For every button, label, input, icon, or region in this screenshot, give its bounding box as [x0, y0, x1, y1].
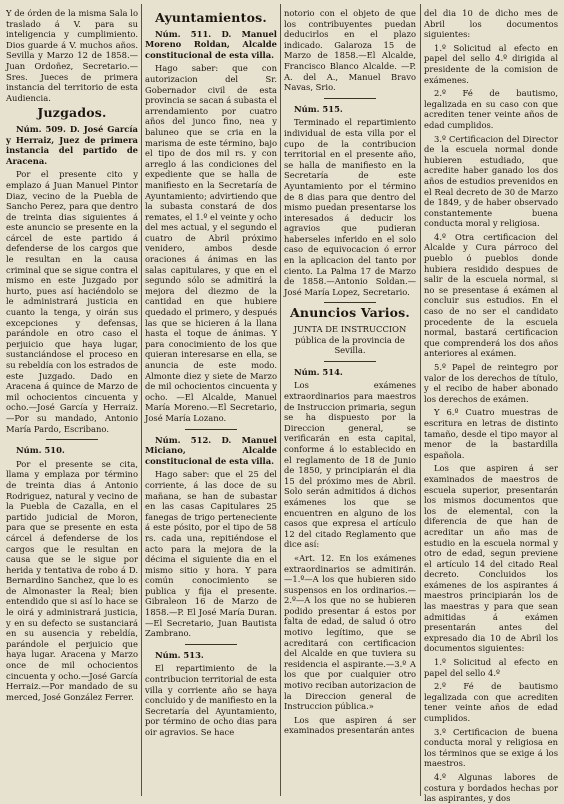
- notice-515-heading: Núm. 515.: [294, 103, 343, 114]
- requirement-5: 5.º Papel de reintegro por valor de los derechos de título, y el recibo de haber abonado los derechos de exámen.: [424, 362, 558, 404]
- notice-513-body: El repartimiento de la contribucion territorial de esta villa y corriente año se haya concluido y de manifiesto en la Secretaría del Ayuntamiento, por término de ocho dias para oir agravios. Se hace: [145, 663, 277, 737]
- requirement-4: 4.º Otra certificacion del Alcalde y Cura párroco del pueblo ó pueblos donde hubiera residido despues de salir de la escuela normal, si no se presentase á exámen al concluir sus estudios. En el caso de no ser el candidato procedente de la escuela normal, bastará certificacion que comprenderá los dos años anteriores al exámen.: [424, 231, 558, 359]
- section-title-anuncios-varios: Anuncios Varios.: [290, 305, 410, 321]
- notice-509-body: Por el presente cito y emplazo á Juan Manuel Pintor Diaz, vecino de la Puebla de Sancho Perez, para que dentro de treinta dias siguientes á este anuncio se presente en la cárcel de este partido á defenderse de los cargos que le resultan en la causa criminal que se sigue contra el mismo en este Juzgado por hurto, pues así haciéndolo se le administrará justicia en cuanto la tenga, y oirán sus excepciones y defensas, parándole en otro caso el perjuicio que haya lugar, sustanciándose el proceso en su rebeldía con los estrados de este Juzgado. Dado en Aracena á quince de Marzo de mil ochocientos cincuenta y ocho.—José García y Herraiz.—Por su mandado, Antonio María Pardo, Escribano.: [6, 169, 138, 434]
- junta-heading: JUNTA DE INSTRUCCION pública de la provincia de Sevilla.: [293, 324, 407, 356]
- requirement-3: 3.º Certificacion del Director de la escuela normal donde hubieren estudiado, que acredite haber ganado los dos años de estudios prevenidos en el Real decreto de 30 de Marzo de 1849, y de haber observado constantemente buena conducta moral y religiosa.: [424, 133, 558, 229]
- notice-515-body: Terminado el repartimiento individual de esta villa por el cupo de la contribucion territorial en el presente año, se halla de manifiesto en la Secretaría de este Ayuntamiento por el término de 8 dias para que dentro del mismo puedan presentarse los interesados á deducir los agravios que pudieran haberseles inferido en el solo caso de equivocacion ó error en la aplicacion del tanto por ciento. La Palma 17 de Marzo de 1858.—Antonio Soldan.—José María Lopez, Secretario.: [284, 117, 416, 297]
- maestras-requirement-4: 4.º Algunas labores de costura y bordados hechas por las aspirantes, y dos: [424, 771, 558, 804]
- notice-512-heading: Núm. 512. D. Manuel Miciano, Alcalde constitucional de esta villa.: [145, 434, 277, 466]
- column-2: [145, 8, 277, 798]
- section-title-juzgados: Juzgados.: [37, 105, 107, 121]
- column-1: [6, 8, 138, 798]
- requirement-6: Y 6.º Cuatro muestras de escritura en letras de distinto tamaño, desde el tipo mayor al menor de la bastardilla española.: [424, 407, 558, 460]
- column-rule: [420, 4, 421, 796]
- superior-school-paragraph: Los que aspiren á ser examinados de maestros de escuela superior, presentarán los mismos documentos que los de elemental, con la diferencia de que han de acreditar un año mas de estudio en la escuela normal y otro de edad, segun previene el artículo 14 del citado Real decreto. Concluidos los exámenes de los aspirantes á maestros principiarán los de las maestras y para que sean admitidas á exámen presentarán antes del expresado dia 10 de Abril los documentos siguientes:: [424, 463, 558, 654]
- notice-512-body: Hago saber: que el 25 del corriente, á las doce de su mañana, se han de subastar en las casas Capitulares 25 fanegas de trigo perteneciente á este pósito, por el tipo de 58 rs. cada una, repitiéndose el acto para la mejora de la décima el siguiente dia en el mismo sitio y hora. Y para común conocimiento se publica y fija el presente. Gibraleon 16 de Marzo de 1858.—P. El José María Duran.—El Secretario, Juan Bautista Zambrano.: [145, 469, 277, 639]
- separator: [185, 429, 238, 430]
- notice-509-heading: Núm. 509. D. José García y Herraiz, Juez de primera instancia del partido de Aracena.: [6, 123, 138, 166]
- separator: [324, 361, 377, 362]
- column-rule: [141, 4, 142, 796]
- notice-514-closing: Los que aspiren á ser examinados presentarán antes: [284, 714, 416, 736]
- notice-514-body: Los exámenes extraordinarios para maestros de Instruccion primaria, segun se ha dispuesto por la Direccion general, se verificarán en esta capital, conforme á lo establecido en el reglamento de 18 de Junio de 1850, y principiarán el dia 15 del próximo mes de Abril. Solo serán admitidos á dichos exámenes los que se encuentren en alguno de los casos que expresa el artículo 12 del citado Reglamento que dice así:: [284, 380, 416, 550]
- maestras-requirement-1: 1.º Solicitud al efecto en papel del sello 4.º: [424, 657, 558, 678]
- requirement-1: 1.º Solicitud al efecto en papel del sello 4.º dirigida al presidente de la comision de exámenes.: [424, 42, 558, 85]
- notice-514-heading: Núm. 514.: [294, 366, 343, 377]
- notice-513-continued: notorio con el objeto de que los contribuyentes puedan deducirlos en el plazo indicado. Galaroza 15 de Marzo de 1858.—El Alcalde, Francisco Blanco Alcalde. —P. A. del A., Manuel Bravo Navas, Srio.: [284, 8, 416, 93]
- audiencia-closing-text: Y de órden de la misma Sala lo traslado á V. para su inteligencia y cumplimiento. Dios guarde á V. muchos años. Sevilla y Marzo 12 de 1858.—Juan Ordoñez, Secretario.—Sres. Jueces de primera instancia del territorio de esta Audiencia.: [6, 8, 138, 103]
- separator: [324, 98, 377, 99]
- separator: [46, 439, 99, 440]
- section-title-ayuntamientos: Ayuntamientos.: [155, 10, 267, 25]
- column-4: [424, 8, 558, 804]
- separator: [185, 644, 238, 645]
- separator: [324, 302, 377, 303]
- notice-511-heading: Núm. 511. D. Manuel Moreno Roldan, Alcalde constitucional de esta villa.: [145, 28, 277, 60]
- article-12-quote: «Art. 12. En los exámenes extraordinarios se admitirán.—1.º—A los que hubieren sido suspensos en los ordinarios.—2.º—A los que no se hubieren podido presentar á estos por falta de edad, de salud ó otro motivo legítimo, que se acreditará con certificacion del Alcalde en que tuviera su residencia el aspirante.—3.º A los que por cualquier otro motivo reciban autorizacion de la Direccion general de Instruccion pública.»: [284, 552, 416, 712]
- maestras-requirement-2: 2.º Fé de bautismo legalizada con que acrediten tener veinte años de edad cumplidos.: [424, 681, 558, 723]
- notice-510-body: Por el presente se cita, llama y emplaza por término de treinta dias á Antonio Rodriguez, natural y vecino de la Puebla de Cazalla, en el partido judicial de Moron, para que se presente en esta cárcel á defenderse de los cargos que le resultan en causa que se le sigue por herida y tentativa de robo á D. Bernardino Sanchez, que lo es de Almonaster la Real; bien entendido que si así lo hace se le oirá y administrará justicia, y en su defecto se sustanciará en su ausencia y rebeldía, parándole el perjuicio que haya lugar. Aracena y Marzo once de mil ochocientos cincuenta y ocho.—José García Herraiz.—Por mandado de su merced, José González Ferrer.: [6, 458, 138, 702]
- notice-513-heading: Núm. 513.: [155, 649, 204, 660]
- requirement-2: 2.º Fé de bautismo, legalizada en su caso con que acrediten tener veinte años de edad cumplidos.: [424, 88, 558, 130]
- column-rule: [280, 4, 281, 796]
- notice-511-body: Hago saber: que con autorizacion del Sr. Gobernador civil de esta provincia se sacan á subasta el arrendamiento por cuatro años del junco fino, nea y baluneo que se cria en la marisma de este término, bajo el tipo de dos mil rs. y con arreglo á las condiciones del expediente que se halla de manifiesto en la Secretaría de Ayuntamiento; advirtiendo que la subasta constará de dos remates, el 1.º el veinte y ocho del mes actual, y el segundo el cuatro de Abril próximo venidero, ambos desde oraciones á ánimas en las salas capitulares, y que en el segundo sólo se admitirá la mejora del diezmo de la cantidad en que hubiere quedado el primero, y después las que se hicieren á la llana hasta el toque de ánimas. Y para conocimiento de los que quieran interesarse en ella, se anuncia de este modo. Almonte diez y siete de Marzo de mil ochocientos cincuenta y ocho. —El Alcalde, Manuel María Moreno.—El Secretario, José María Lozano.: [145, 63, 277, 423]
- notice-514-continued: del dia 10 de dicho mes de Abril los documentos siguientes:: [424, 8, 558, 40]
- maestras-requirement-3: 3.º Certificacion de buena conducta moral y religiosa en los términos que se exige á los maestros.: [424, 726, 558, 769]
- column-3: [284, 8, 416, 798]
- notice-510-heading: Núm. 510.: [16, 445, 65, 456]
